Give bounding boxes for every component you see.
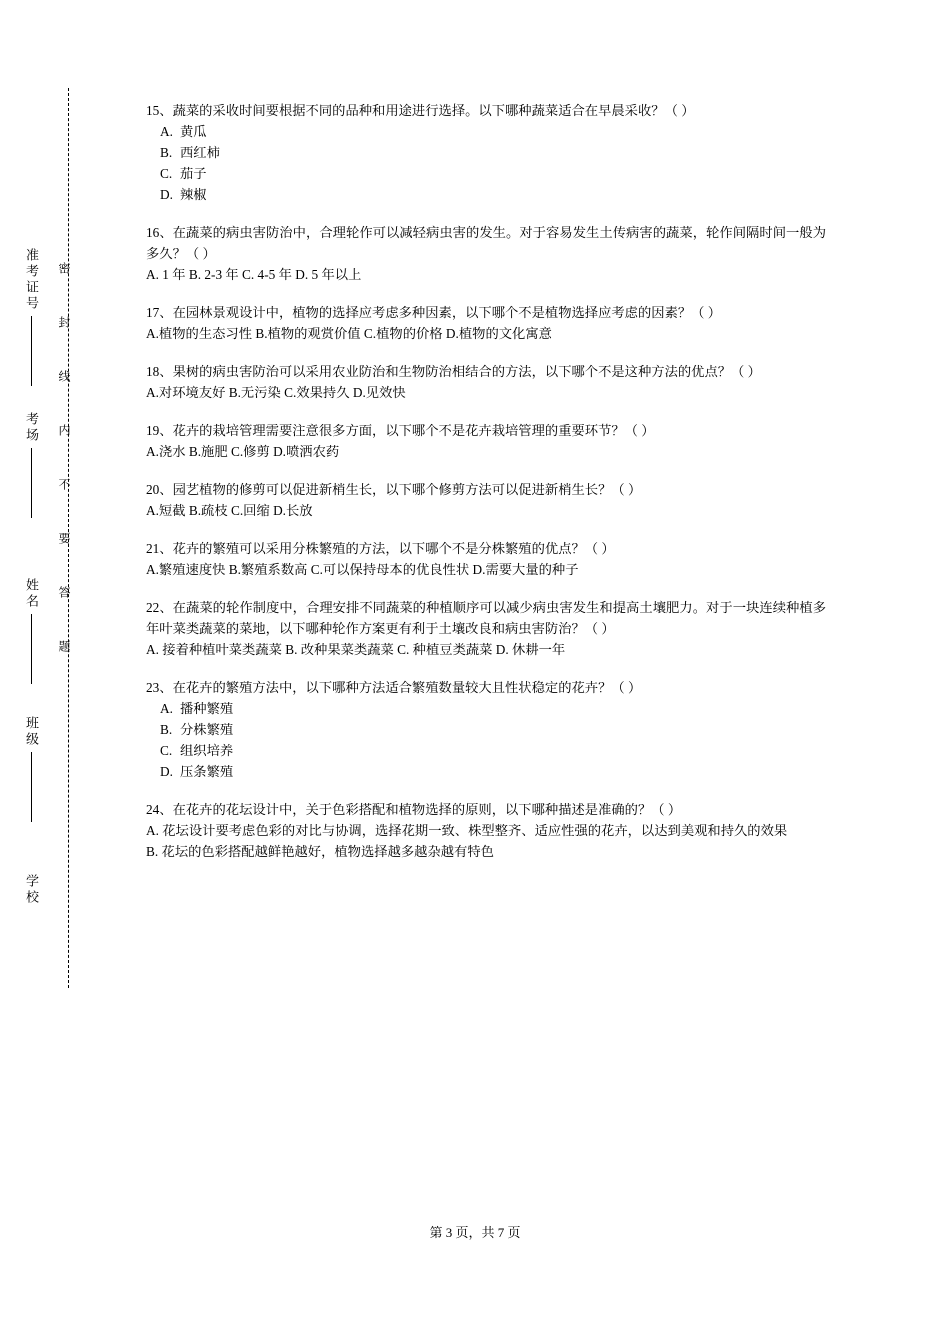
option-text: 播种繁殖: [180, 701, 234, 716]
options-inline[interactable]: A.繁殖速度快 B.繁殖系数高 C.可以保持母本的优良性状 D.需要大量的种子: [146, 562, 579, 577]
field-label-exam-room: 考场: [24, 412, 39, 444]
option-a[interactable]: [146, 698, 826, 719]
option-text: 组织培养: [180, 743, 234, 758]
option-text: 黄瓜: [180, 124, 207, 139]
question-stem: 20、园艺植物的修剪可以促进新梢生长，以下哪个修剪方法可以促进新梢生长？（ ）: [146, 482, 642, 497]
field-label-class: 班级: [24, 716, 39, 748]
field-school: [22, 874, 41, 906]
options-inline[interactable]: A.对环境友好 B.无污染 C.效果持久 D.见效快: [146, 385, 406, 400]
question-stem: 18、果树的病虫害防治可以采用农业防治和生物防治相结合的方法，以下哪个不是这种方法的优点？（ ）: [146, 364, 761, 379]
option-c[interactable]: [146, 740, 826, 761]
option-b[interactable]: [146, 142, 826, 163]
options-inline[interactable]: A.短截 B.疏枝 C.回缩 D.长放: [146, 503, 313, 518]
question-q15: [146, 100, 826, 205]
question-list: [146, 100, 826, 879]
option-letter: B.: [160, 145, 173, 160]
option-letter: C.: [160, 743, 173, 758]
field-exam-room: [22, 412, 41, 518]
options-inline[interactable]: A.浇水 B.施肥 C.修剪 D.喷洒农药: [146, 444, 340, 459]
question-q22: [146, 597, 826, 660]
field-student-name: [22, 578, 41, 684]
option-b[interactable]: B. 花坛的色彩搭配越鲜艳越好，植物选择越多越杂越有特色: [146, 844, 494, 859]
left-margin-block: [0, 0, 120, 1344]
option-letter: A.: [160, 124, 173, 139]
option-text: 压条繁殖: [180, 764, 234, 779]
field-rule-student-name: [31, 614, 32, 684]
option-letter: A.: [160, 701, 173, 716]
option-text: 分株繁殖: [180, 722, 234, 737]
option-d[interactable]: [146, 184, 826, 205]
option-a[interactable]: A. 花坛设计要考虑色彩的对比与协调，选择花期一致、株型整齐、适应性强的花卉，以达到美观和持久的效果: [146, 823, 788, 838]
option-text: 西红柿: [180, 145, 220, 160]
question-stem: 15、蔬菜的采收时间要根据不同的品种和用途进行选择。以下哪种蔬菜适合在早晨采收？（ ）: [146, 103, 695, 118]
option-letter: C.: [160, 166, 173, 181]
field-rule-exam-room: [31, 448, 32, 518]
seal-line-text: 密 封 线 内 不 要 答 题: [57, 262, 71, 666]
option-a[interactable]: [146, 121, 826, 142]
option-b[interactable]: [146, 719, 826, 740]
question-q19: [146, 420, 826, 462]
page-footer: [0, 1222, 950, 1241]
question-q24: [146, 799, 826, 862]
question-stem: 24、在花卉的花坛设计中，关于色彩搭配和植物选择的原则，以下哪种描述是准确的？（ ）: [146, 802, 682, 817]
options-inline[interactable]: A. 1 年 B. 2-3 年 C. 4-5 年 D. 5 年以上: [146, 267, 362, 282]
option-letter: D.: [160, 764, 173, 779]
question-stem: 22、在蔬菜的轮作制度中，合理安排不同蔬菜的种植顺序可以减少病虫害发生和提高土壤肥力。对于一块连续种植多年叶菜类蔬菜的菜地，以下哪种轮作方案更有利于土壤改良和病虫害防治？（ ）: [146, 600, 826, 636]
field-rule-admission-number: [31, 316, 32, 386]
option-letter: D.: [160, 187, 173, 202]
question-q18: [146, 361, 826, 403]
option-letter: B.: [160, 722, 173, 737]
options-inline[interactable]: A. 接着种植叶菜类蔬菜 B. 改种果菜类蔬菜 C. 种植豆类蔬菜 D. 休耕一年: [146, 642, 566, 657]
field-admission-number: [22, 248, 41, 386]
field-rule-class: [31, 752, 32, 822]
field-class: [22, 716, 41, 822]
question-q17: [146, 302, 826, 344]
question-stem: 21、花卉的繁殖可以采用分株繁殖的方法，以下哪个不是分株繁殖的优点？（ ）: [146, 541, 615, 556]
options-inline[interactable]: A.植物的生态习性 B.植物的观赏价值 C.植物的价格 D.植物的文化寓意: [146, 326, 552, 341]
option-text: 茄子: [180, 166, 207, 181]
option-text: 辣椒: [180, 187, 207, 202]
question-q16: [146, 222, 826, 285]
question-stem: 17、在园林景观设计中，植物的选择应考虑多种因素，以下哪个不是植物选择应考虑的因素？（ ）: [146, 305, 722, 320]
question-stem: 16、在蔬菜的病虫害防治中，合理轮作可以减轻病虫害的发生。对于容易发生土传病害的蔬菜，轮作间隔时间一般为多久？（ ）: [146, 225, 826, 261]
page-number: 第 3 页，共 7 页: [429, 1225, 521, 1240]
option-c[interactable]: [146, 163, 826, 184]
field-label-student-name: 姓名: [24, 578, 39, 610]
field-label-school: 学校: [24, 874, 39, 906]
question-stem: 23、在花卉的繁殖方法中，以下哪种方法适合繁殖数量较大且性状稳定的花卉？（ ）: [146, 680, 642, 695]
question-q21: [146, 538, 826, 580]
field-label-admission-number: 准考证号: [24, 248, 39, 312]
question-stem: 19、花卉的栽培管理需要注意很多方面，以下哪个不是花卉栽培管理的重要环节？（ ）: [146, 423, 655, 438]
question-q23: [146, 677, 826, 782]
question-q20: [146, 479, 826, 521]
option-d[interactable]: [146, 761, 826, 782]
